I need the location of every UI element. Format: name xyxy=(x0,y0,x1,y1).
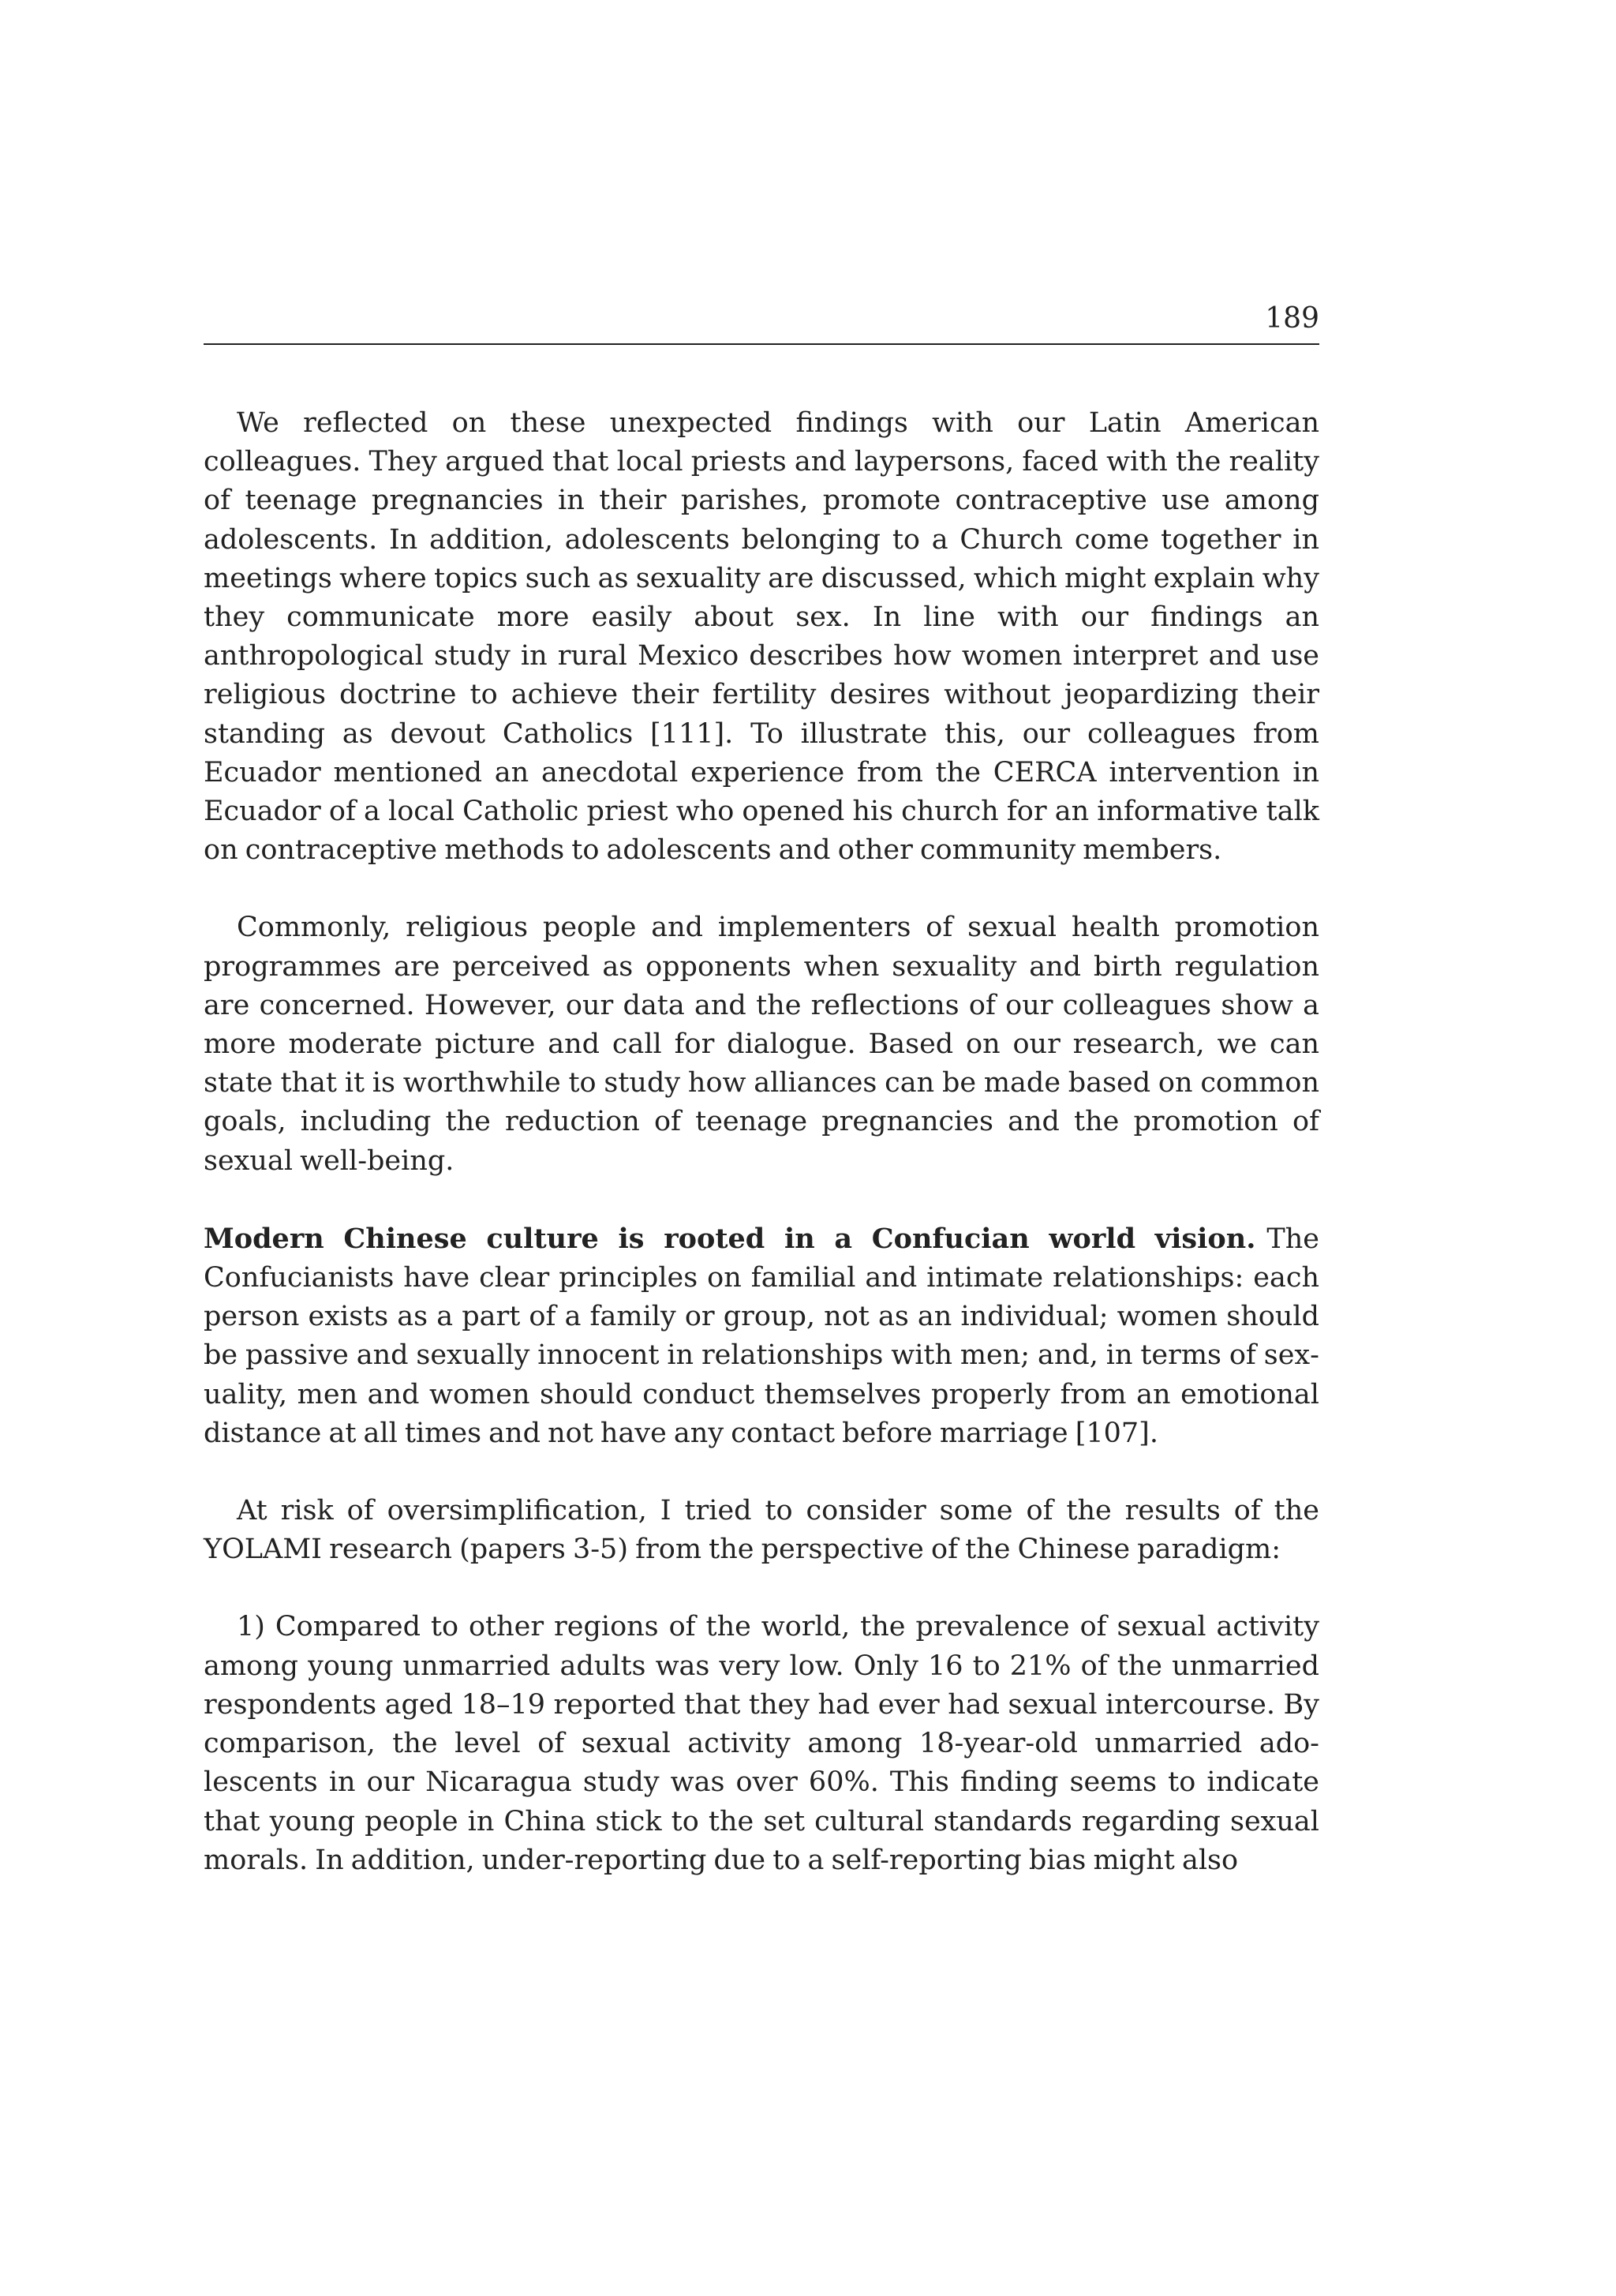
body-text xyxy=(204,404,1319,1880)
paragraph-gap xyxy=(204,1569,1319,1608)
paragraph-religion-dialogue: Commonly, religious people and implementers of sexual health promotion programmes are perceived as opponents when sexuality and birth regulation are concerned. However, our data and the reflections of our colleagues show a more moderate picture and call for dialogue. Based on our research, we can state that it is worthwhile to study how alliances can be made based on common goals, including the reduction of teenage pregnancies and the promotion of sexual well-being. xyxy=(204,912,1319,1177)
paragraph-gap xyxy=(204,870,1319,908)
paragraph-latin-america-reflection: We reflected on these unexpected findings with our Latin American colleagues. They argued that local priests and laypersons, faced with the reality of teenage pregnancies in their parishes, promote contraceptive use among adolescents. In addition, adolescents belonging to a Church come together in meetings where topics such as sexuality are discussed, which might explain why they communicate more easily about sex. In line with our findings an anthropological study in rural Mexico describes how women interpret and use religious doctrine to achieve their fertility desires without jeopardizing their standing as devout Catholics [111]. To illustrate this, our colleagues from Ecuador mentioned an anecdotal experience from the CERCA intervention in Ecuador of a local Catholic priest who opened his church for an informative talk on contraceptive methods to adolescents and other community members. xyxy=(204,407,1319,867)
run-in-heading: Modern Chinese culture is rooted in a Confucian world vision. xyxy=(204,1222,1256,1255)
paragraph-finding-1: 1) Compared to other regions of the world, the prevalence of sexual activity among young unmarried adults was very low. Only 16 to 21% of the unmarried respondents aged 18–19 reported that they had ever had sexual intercourse. By comparison, the level of sexual activity among 18-year-old unmarried adolescents in our Nicaragua study was over 60%. This finding seems to indicate that young people in China stick to the set cultural standards regarding sexual morals. In addition, under-reporting due to a self-reporting bias might also xyxy=(204,1611,1319,1876)
paragraph-confucian-text: The Confucianists have clear principles on familial and intimate relationships: each person exists as a part of a family or group, not as an individual; women should be passive and sexually innocent in relationships with men; and, in terms of sexuality, men and women should conduct themselves properly from an emotional distance at all times and not have any contact before marriage [107]. xyxy=(204,1223,1319,1449)
page-number: 189 xyxy=(1265,302,1319,335)
paragraph-gap xyxy=(204,1453,1319,1492)
header-rule xyxy=(204,343,1319,345)
paragraph-yolami-intro: At risk of oversimplification, I tried to consider some of the results of the YOLAMI research (papers 3-5) from the perspective of the Chinese paradigm: xyxy=(204,1495,1319,1566)
paragraph-gap xyxy=(204,1181,1319,1219)
paragraph-confucian xyxy=(204,1219,1319,1453)
